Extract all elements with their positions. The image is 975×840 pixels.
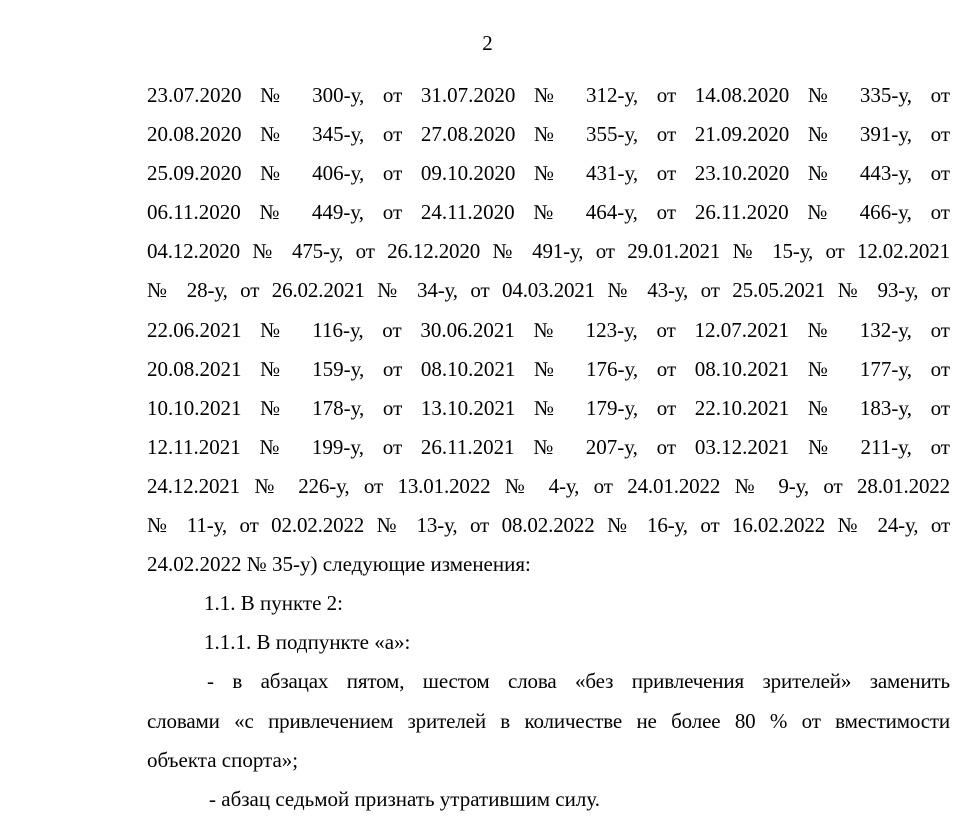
text-line: 10.10.2021 № 178-у, от 13.10.2021 № 179-у, от 22.10.2021 № 183-у, от [147, 395, 950, 420]
amendment-item-line: словами «с привлечением зрителей в количестве не более 80 % от вместимости [147, 708, 950, 733]
amendment-item: - абзац седьмой признать утратившим силу. [209, 786, 600, 811]
text-line: 12.11.2021 № 199-у, от 26.11.2021 № 207-у, от 03.12.2021 № 211-у, от [147, 434, 950, 459]
amendment-item-line: - в абзацах пятом, шестом слова «без привлечения зрителей» заменить [207, 669, 950, 694]
text-line: 23.07.2020 № 300-у, от 31.07.2020 № 312-у, от 14.08.2020 № 335-у, от [147, 83, 950, 107]
text-line: 20.08.2021 № 159-у, от 08.10.2021 № 176-у, от 08.10.2021 № 177-у, от [147, 356, 950, 381]
amendment-item-line: объекта спорта»; [147, 747, 299, 772]
text-line: 24.02.2022 № 35-у) следующие изменения: [147, 552, 531, 577]
text-line: 25.09.2020 № 406-у, от 09.10.2020 № 431-у, от 23.10.2020 № 443-у, от [147, 161, 950, 186]
text-line: 06.11.2020 № 449-у, от 24.11.2020 № 464-у, от 26.11.2020 № 466-у, от [147, 200, 950, 225]
subclause-heading: 1.1.1. В подпункте «а»: [204, 630, 411, 655]
page-number: 2 [482, 31, 493, 55]
clause-heading: 1.1. В пункте 2: [204, 591, 343, 616]
text-line: 04.12.2020 № 475-у, от 26.12.2020 № 491-у, от 29.01.2021 № 15-у, от 12.02.2021 [147, 239, 950, 264]
text-line: 22.06.2021 № 116-у, от 30.06.2021 № 123-у, от 12.07.2021 № 132-у, от [147, 317, 950, 342]
text-line: № 28-у, от 26.02.2021 № 34-у, от 04.03.2021 № 43-у, от 25.05.2021 № 93-у, от [147, 278, 950, 303]
text-line: № 11-у, от 02.02.2022 № 13-у, от 08.02.2022 № 16-у, от 16.02.2022 № 24-у, от [147, 513, 950, 538]
text-line: 20.08.2020 № 345-у, от 27.08.2020 № 355-у, от 21.09.2020 № 391-у, от [147, 122, 950, 147]
document-body [147, 76, 950, 819]
text-line: 24.12.2021 № 226-у, от 13.01.2022 № 4-у, от 24.01.2022 № 9-у, от 28.01.2022 [147, 473, 950, 498]
